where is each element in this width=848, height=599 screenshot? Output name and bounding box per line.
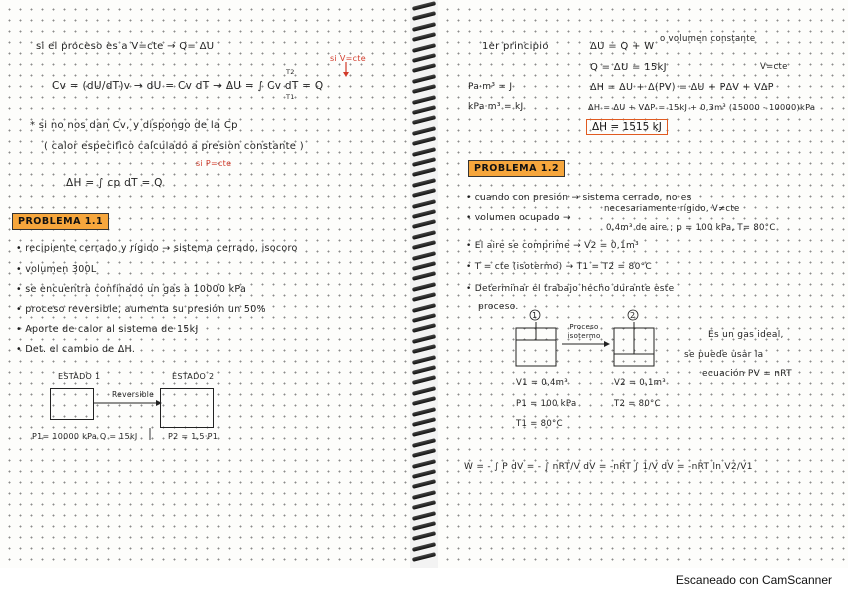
reversible-arrow-head <box>156 400 162 406</box>
state-1-volume: V1 = 0,4m³ <box>516 378 568 388</box>
problem-1-2-bullet: • Determinar el trabajo hecho durante este <box>466 284 675 294</box>
reversible-label: Reversible <box>112 390 155 399</box>
work-equation: W = - ∫ P dV = - ∫ nRT/V dV = -nRT ∫ 1/V dV = -nRT ln V2/V1 <box>464 462 753 472</box>
ideal-gas-note-2: se puede usar la <box>684 350 764 360</box>
state-2-number: 2 <box>630 311 636 320</box>
state-1-number: 1 <box>532 311 538 320</box>
line-isochoric-process: si el proceso es a V=cte → Q= ΔU <box>36 41 215 52</box>
state-1-conditions: P1= 10000 kPa Q = 15kJ <box>32 432 138 441</box>
problem-1-1-bullet: • Aporte de calor al sistema de 15kJ <box>16 324 199 335</box>
dh-integral-equation: ΔH = ∫ cp dT = Q <box>66 177 163 189</box>
process-arrow-head <box>604 341 610 347</box>
problem-1-2-bullet-cont: proceso. <box>478 302 519 312</box>
note-cp-line1: * si no nos dan Cv, y dispongo de la Cp <box>30 120 238 131</box>
problem-1-2-bullet-cont: necesariamente rígido, V≠cte <box>604 204 740 214</box>
problem-1-1-bullet: • volumen 300L <box>16 264 97 275</box>
state-1-temperature: T1 = 80°C <box>516 419 563 429</box>
problem-1-1-bullet: • Det. el cambio de ΔH. <box>16 344 136 355</box>
camscanner-watermark: Escaneado con CamScanner <box>675 573 832 587</box>
state-2-volume: V2 = 0,1m³ <box>614 378 666 388</box>
problem-1-2-bullet: • volumen ocupado → <box>466 213 571 223</box>
first-principle-equation: ΔU = Q + W <box>590 41 655 52</box>
state-2-label: ESTADO 2 <box>172 372 215 381</box>
state-2-temperature: T2 = 80°C <box>614 399 661 409</box>
problem-1-2-bullet: • El aire se comprime → V2 = 0,1m³ <box>466 241 639 251</box>
problem-1-1-bullet: • recipiente cerrado y rígido → sistema cerrado, isocoro <box>16 243 298 254</box>
problem-1-1-bullet: • se encuentra confinado un gas a 10000 kPa <box>16 284 247 295</box>
problem-1-1-bullet: • proceso reversible, aumenta su presión un 50% <box>16 304 266 315</box>
constant-volume-note: o volumen constante <box>660 34 756 44</box>
enthalpy-result-box: ΔH = 1515 kJ <box>586 119 668 135</box>
note-p-constant: si P=cte <box>196 159 232 168</box>
problem-1-1-label: PROBLEMA 1.1 <box>12 213 109 230</box>
note-v-constant: si V=cte <box>330 54 366 63</box>
state-1-label: ESTADO 1 <box>58 372 101 381</box>
problem-1-2-bullet: • T = cte (isotermo) → T1 = T2 = 80°C <box>466 262 652 272</box>
isothermal-process-label: Proceso isotermo <box>567 323 601 340</box>
red-arrow-head <box>343 72 349 77</box>
state-2-conditions: P2 = 1,5·P1 <box>168 432 219 441</box>
cv-equation: Cv = (dU/dT)v → dU = Cv dT → ΔU = ∫ Cv dT = Q <box>52 80 324 92</box>
problem-1-2-bullet-cont: 0,4m³ de aire ; p = 100 kPa, T= 80°C <box>606 223 776 233</box>
integral-lower-limit: T1 <box>286 93 295 101</box>
enthalpy-definition: ΔH = ΔU + Δ(PV) = ΔU + PΔV + VΔP <box>590 82 774 93</box>
integral-upper-limit: T2 <box>286 68 295 76</box>
problem-1-2-label: PROBLEMA 1.2 <box>468 160 565 177</box>
state-1-circle <box>530 310 540 320</box>
note-cp-line2: ( calor especifico calculado a presion constante ) <box>44 141 304 152</box>
units-kpa-m3: kPa·m³ = kJ <box>468 102 524 112</box>
state-1-pressure: P1 = 100 kPa <box>516 399 577 409</box>
units-pa-m3: Pa·m³ = J <box>468 82 513 92</box>
ideal-gas-note-1: Es un gas ideal, <box>708 330 784 340</box>
v-const-note: V=cte <box>760 62 788 72</box>
problem-1-2-bullet: • cuando con presión → sistema cerrado, no es <box>466 193 692 203</box>
heat-equals-du: Q = ΔU = 15kJ <box>590 62 667 73</box>
state-2-circle <box>628 310 638 320</box>
first-principle-label: 1er principio <box>482 41 549 52</box>
ideal-gas-note-3: ecuación PV = nRT <box>702 369 792 379</box>
enthalpy-substitution: ΔH = ΔU + VΔP = 15kJ + 0,3m³ (15000 - 10000)kPa <box>588 102 816 112</box>
